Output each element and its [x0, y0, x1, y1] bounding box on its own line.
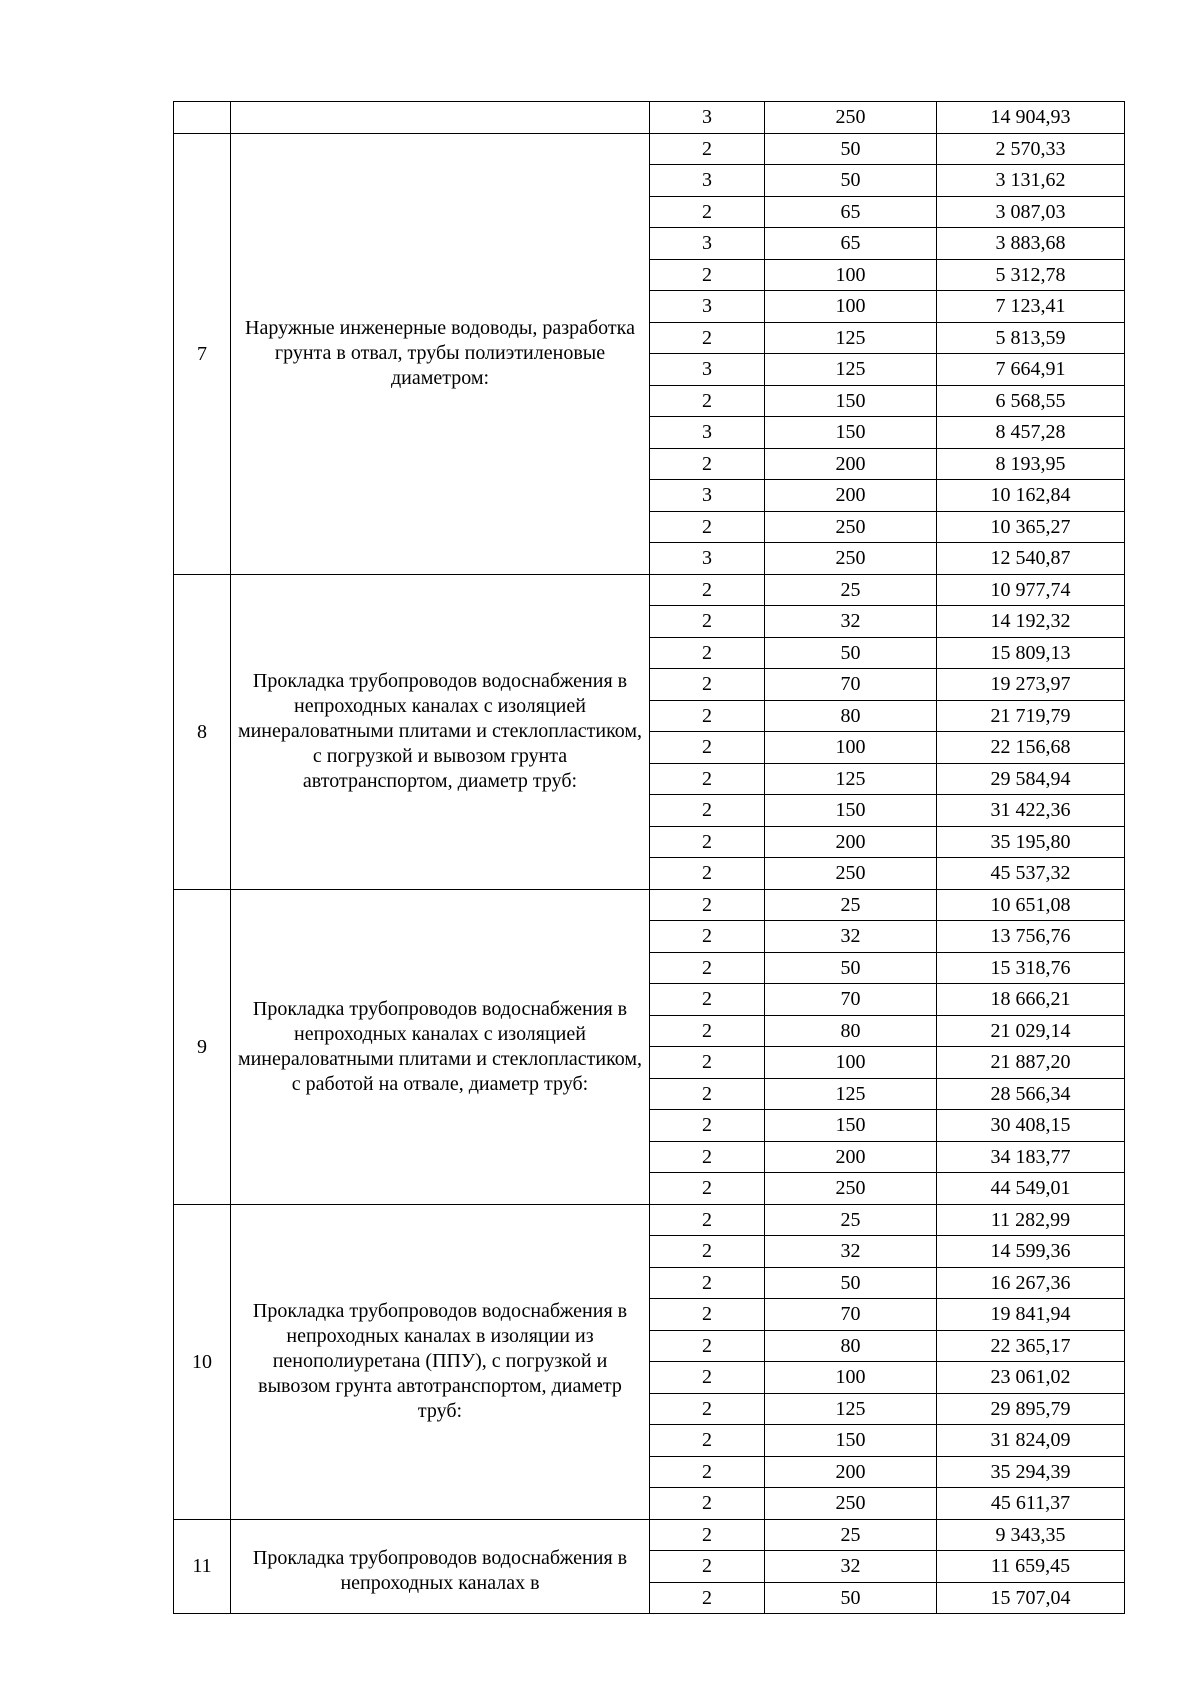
price-cell: 12 540,87	[937, 543, 1125, 575]
depth-cell: 2	[650, 1582, 765, 1614]
price-cell: 11 659,45	[937, 1551, 1125, 1583]
diameter-cell: 32	[765, 606, 937, 638]
diameter-cell: 200	[765, 480, 937, 512]
depth-cell: 2	[650, 1141, 765, 1173]
depth-cell: 2	[650, 1425, 765, 1457]
depth-cell: 2	[650, 1519, 765, 1551]
price-cell: 10 651,08	[937, 889, 1125, 921]
price-cell: 18 666,21	[937, 984, 1125, 1016]
table-row	[174, 102, 1125, 134]
diameter-cell: 150	[765, 1425, 937, 1457]
diameter-cell: 150	[765, 795, 937, 827]
diameter-cell: 70	[765, 1299, 937, 1331]
price-cell: 3 131,62	[937, 165, 1125, 197]
depth-cell: 3	[650, 543, 765, 575]
price-cell: 19 273,97	[937, 669, 1125, 701]
depth-cell: 2	[650, 606, 765, 638]
price-cell: 31 824,09	[937, 1425, 1125, 1457]
price-cell: 22 365,17	[937, 1330, 1125, 1362]
depth-cell: 2	[650, 889, 765, 921]
depth-cell: 2	[650, 1110, 765, 1142]
price-cell: 8 193,95	[937, 448, 1125, 480]
price-cell: 28 566,34	[937, 1078, 1125, 1110]
depth-cell: 3	[650, 228, 765, 260]
diameter-cell: 70	[765, 669, 937, 701]
depth-cell: 2	[650, 1078, 765, 1110]
price-cell: 14 599,36	[937, 1236, 1125, 1268]
diameter-cell: 80	[765, 700, 937, 732]
diameter-cell: 100	[765, 732, 937, 764]
price-cell: 45 537,32	[937, 858, 1125, 890]
depth-cell: 2	[650, 1204, 765, 1236]
depth-cell: 3	[650, 102, 765, 134]
price-cell: 35 195,80	[937, 826, 1125, 858]
diameter-cell: 100	[765, 291, 937, 323]
diameter-cell: 25	[765, 889, 937, 921]
diameter-cell: 32	[765, 1236, 937, 1268]
price-cell: 44 549,01	[937, 1173, 1125, 1205]
item-number-cell: 9	[174, 889, 231, 1204]
diameter-cell: 70	[765, 984, 937, 1016]
price-cell: 5 813,59	[937, 322, 1125, 354]
price-cell: 10 365,27	[937, 511, 1125, 543]
table-row	[174, 1204, 1125, 1236]
price-cell: 29 895,79	[937, 1393, 1125, 1425]
diameter-cell: 125	[765, 1393, 937, 1425]
depth-cell: 2	[650, 1236, 765, 1268]
item-description-cell: Прокладка трубопроводов водоснабжения в непроходных каналах с изоляцией минераловатными плитами и стеклопластиком, с погрузкой и вывозом грунта автотранспортом, диаметр труб:	[231, 574, 650, 889]
diameter-cell: 250	[765, 1173, 937, 1205]
depth-cell: 2	[650, 952, 765, 984]
price-cell: 13 756,76	[937, 921, 1125, 953]
diameter-cell: 250	[765, 511, 937, 543]
diameter-cell: 200	[765, 1456, 937, 1488]
rates-table-body	[174, 102, 1125, 1614]
diameter-cell: 250	[765, 1488, 937, 1520]
diameter-cell: 100	[765, 1047, 937, 1079]
diameter-cell: 25	[765, 574, 937, 606]
price-cell: 10 977,74	[937, 574, 1125, 606]
diameter-cell: 25	[765, 1519, 937, 1551]
diameter-cell: 50	[765, 1582, 937, 1614]
depth-cell: 2	[650, 1015, 765, 1047]
price-cell: 45 611,37	[937, 1488, 1125, 1520]
diameter-cell: 150	[765, 1110, 937, 1142]
price-cell: 3 087,03	[937, 196, 1125, 228]
price-cell: 23 061,02	[937, 1362, 1125, 1394]
price-cell: 31 422,36	[937, 795, 1125, 827]
price-cell: 7 123,41	[937, 291, 1125, 323]
diameter-cell: 250	[765, 543, 937, 575]
diameter-cell: 100	[765, 259, 937, 291]
depth-cell: 2	[650, 1488, 765, 1520]
diameter-cell: 200	[765, 448, 937, 480]
price-cell: 35 294,39	[937, 1456, 1125, 1488]
rates-table	[173, 101, 1125, 1614]
depth-cell: 2	[650, 133, 765, 165]
table-row	[174, 574, 1125, 606]
price-cell: 6 568,55	[937, 385, 1125, 417]
depth-cell: 3	[650, 165, 765, 197]
diameter-cell: 125	[765, 1078, 937, 1110]
price-cell: 16 267,36	[937, 1267, 1125, 1299]
depth-cell: 3	[650, 417, 765, 449]
depth-cell: 2	[650, 1267, 765, 1299]
table-row	[174, 889, 1125, 921]
diameter-cell: 100	[765, 1362, 937, 1394]
diameter-cell: 200	[765, 826, 937, 858]
price-cell: 14 904,93	[937, 102, 1125, 134]
depth-cell: 2	[650, 259, 765, 291]
depth-cell: 3	[650, 291, 765, 323]
price-cell: 11 282,99	[937, 1204, 1125, 1236]
depth-cell: 2	[650, 1551, 765, 1583]
depth-cell: 2	[650, 826, 765, 858]
item-number-cell: 8	[174, 574, 231, 889]
price-cell: 15 707,04	[937, 1582, 1125, 1614]
diameter-cell: 50	[765, 952, 937, 984]
diameter-cell: 250	[765, 102, 937, 134]
price-cell: 14 192,32	[937, 606, 1125, 638]
diameter-cell: 32	[765, 921, 937, 953]
price-cell: 15 318,76	[937, 952, 1125, 984]
depth-cell: 2	[650, 984, 765, 1016]
price-cell: 3 883,68	[937, 228, 1125, 260]
depth-cell: 2	[650, 795, 765, 827]
depth-cell: 2	[650, 637, 765, 669]
diameter-cell: 80	[765, 1330, 937, 1362]
price-cell: 30 408,15	[937, 1110, 1125, 1142]
price-cell: 9 343,35	[937, 1519, 1125, 1551]
depth-cell: 2	[650, 1456, 765, 1488]
diameter-cell: 150	[765, 417, 937, 449]
item-number-cell: 10	[174, 1204, 231, 1519]
diameter-cell: 125	[765, 322, 937, 354]
price-cell: 21 887,20	[937, 1047, 1125, 1079]
depth-cell: 2	[650, 511, 765, 543]
item-number-cell: 11	[174, 1519, 231, 1614]
depth-cell: 2	[650, 322, 765, 354]
diameter-cell: 200	[765, 1141, 937, 1173]
diameter-cell: 50	[765, 1267, 937, 1299]
price-cell: 22 156,68	[937, 732, 1125, 764]
item-description-cell	[231, 102, 650, 134]
item-description-cell: Прокладка трубопроводов водоснабжения в непроходных каналах с изоляцией минераловатными плитами и стеклопластиком, с работой на отвале, диаметр труб:	[231, 889, 650, 1204]
diameter-cell: 65	[765, 196, 937, 228]
depth-cell: 2	[650, 574, 765, 606]
price-cell: 2 570,33	[937, 133, 1125, 165]
diameter-cell: 125	[765, 763, 937, 795]
diameter-cell: 125	[765, 354, 937, 386]
item-description-cell: Прокладка трубопроводов водоснабжения в непроходных каналах в изоляции из пенополиуретана (ППУ), с погрузкой и вывозом грунта автотранспортом, диаметр труб:	[231, 1204, 650, 1519]
item-number-cell: 7	[174, 133, 231, 574]
depth-cell: 2	[650, 1047, 765, 1079]
depth-cell: 2	[650, 763, 765, 795]
diameter-cell: 150	[765, 385, 937, 417]
diameter-cell: 50	[765, 133, 937, 165]
diameter-cell: 80	[765, 1015, 937, 1047]
depth-cell: 2	[650, 669, 765, 701]
price-cell: 21 719,79	[937, 700, 1125, 732]
item-description-cell: Прокладка трубопроводов водоснабжения в непроходных каналах в	[231, 1519, 650, 1614]
depth-cell: 2	[650, 732, 765, 764]
price-cell: 10 162,84	[937, 480, 1125, 512]
item-description-cell: Наружные инженерные водоводы, разработка грунта в отвал, трубы полиэтиленовые диаметром:	[231, 133, 650, 574]
price-cell: 21 029,14	[937, 1015, 1125, 1047]
depth-cell: 2	[650, 1173, 765, 1205]
depth-cell: 2	[650, 921, 765, 953]
depth-cell: 2	[650, 1393, 765, 1425]
price-cell: 8 457,28	[937, 417, 1125, 449]
diameter-cell: 25	[765, 1204, 937, 1236]
depth-cell: 2	[650, 1299, 765, 1331]
depth-cell: 2	[650, 385, 765, 417]
depth-cell: 2	[650, 1330, 765, 1362]
diameter-cell: 65	[765, 228, 937, 260]
item-number-cell	[174, 102, 231, 134]
price-cell: 5 312,78	[937, 259, 1125, 291]
depth-cell: 3	[650, 480, 765, 512]
depth-cell: 2	[650, 858, 765, 890]
depth-cell: 2	[650, 448, 765, 480]
price-cell: 15 809,13	[937, 637, 1125, 669]
depth-cell: 2	[650, 700, 765, 732]
diameter-cell: 50	[765, 165, 937, 197]
price-cell: 7 664,91	[937, 354, 1125, 386]
diameter-cell: 50	[765, 637, 937, 669]
diameter-cell: 32	[765, 1551, 937, 1583]
price-cell: 19 841,94	[937, 1299, 1125, 1331]
diameter-cell: 250	[765, 858, 937, 890]
price-cell: 34 183,77	[937, 1141, 1125, 1173]
table-row	[174, 133, 1125, 165]
price-cell: 29 584,94	[937, 763, 1125, 795]
depth-cell: 3	[650, 354, 765, 386]
table-row	[174, 1519, 1125, 1551]
depth-cell: 2	[650, 196, 765, 228]
depth-cell: 2	[650, 1362, 765, 1394]
